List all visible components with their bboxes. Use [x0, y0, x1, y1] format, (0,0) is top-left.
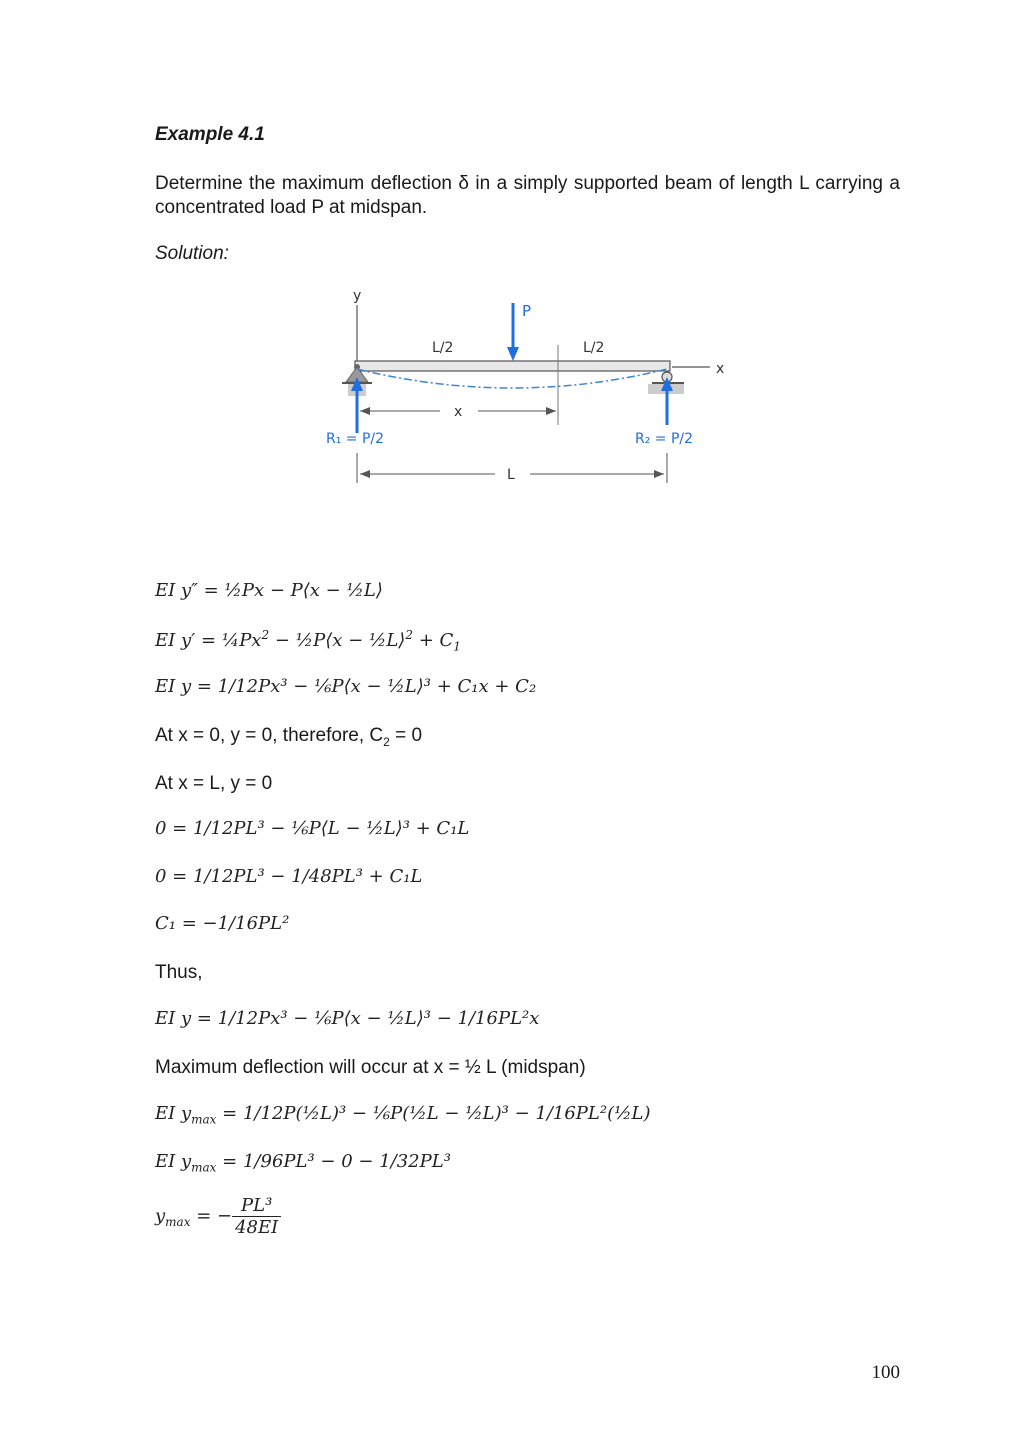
result-numerator: PL³: [232, 1195, 281, 1217]
ymax-lhs: EI y: [155, 1103, 192, 1124]
page-number: 100: [871, 1362, 900, 1383]
example-heading: Example 4.1: [155, 124, 265, 145]
equation-deflection-general: [155, 676, 536, 697]
max-subscript: max: [165, 1215, 191, 1230]
equation-slope: EI $y' = \frac{1}{4}Px^2$ − ½P⟨x − ½L⟩$^2$ + $C_1$: [155, 628, 461, 654]
x-dim-arrow-right: [546, 407, 556, 415]
equation-c1-rhs: PL²: [258, 913, 290, 934]
problem-statement: Determine the maximum deflection δ in a simply supported beam of length L carrying a concentrated load P at midspan.: [155, 173, 900, 218]
equation-slope-part1: EI y′ = ¼Px: [155, 630, 262, 651]
equation-moment: EI y″ = ½Px − P⟨x − ½L⟩: [155, 580, 383, 601]
equation-ymax-substituted: [155, 1103, 651, 1127]
half-span-left-label: L/2: [432, 340, 454, 356]
solution-label: Solution:: [155, 243, 229, 264]
equation-final-part2: PL²x: [497, 1008, 540, 1029]
ymax-symbol: y: [155, 1205, 166, 1227]
half-span-right-label: L/2: [583, 340, 605, 356]
ymax-part1: P(½L)³ − ⅙P(½L − ½L)³ −: [283, 1103, 536, 1124]
ymax-simplified-part2: PL³: [419, 1151, 451, 1172]
fraction-one-sixteenth: 1/16: [457, 1008, 498, 1029]
fraction-one-sixteenth: 1/16: [217, 913, 259, 934]
equation-slope-part3: + C: [412, 630, 454, 651]
equation-bc-substituted: [155, 818, 469, 839]
zero-equals: 0 =: [155, 818, 193, 839]
ymax-part2: PL²(½L): [575, 1103, 651, 1124]
load-arrow-head: [507, 347, 519, 361]
equation-bc-rhs: PL³ − ⅙P⟨L − ½L⟩³ + C₁L: [233, 818, 470, 839]
fraction-one-twelfth: 1/12: [242, 1103, 284, 1124]
beam: [355, 361, 670, 371]
max-subscript: max: [191, 1160, 217, 1175]
boundary-condition-2: At x = L, y = 0: [155, 773, 273, 794]
equals-minus: = −: [190, 1205, 233, 1227]
result-fraction: [232, 1195, 281, 1238]
fraction-one-twelfth: 1/12: [192, 866, 234, 887]
equation-slope-part2: − ½P⟨x − ½L⟩: [269, 630, 406, 651]
l-dim-arrow-left: [360, 470, 370, 478]
equation-c1-lhs: C₁ = −: [155, 913, 218, 934]
ymax-lhs: EI y: [155, 1151, 192, 1172]
l-dim-arrow-right: [654, 470, 664, 478]
load-label: P: [522, 302, 532, 320]
bc1-text: At x = 0, y = 0, therefore, C: [155, 725, 384, 746]
thus-text: Thus,: [155, 962, 203, 983]
bc1-suffix: = 0: [389, 725, 423, 746]
x-dimension-label: x: [454, 404, 463, 420]
equation-final-part1: Px³ − ⅙P⟨x − ½L⟩³ −: [258, 1008, 458, 1029]
fraction-one-forty-eighth: 1/48: [291, 866, 332, 887]
y-axis-label: y: [353, 288, 362, 304]
max-subscript: max: [191, 1112, 217, 1127]
x-axis-label: x: [716, 361, 725, 377]
boundary-condition-1: [155, 725, 422, 749]
equation-c1: [155, 913, 289, 934]
zero-equals: 0 =: [155, 866, 193, 887]
beam-figure: [300, 285, 740, 495]
deflection-curve: [357, 369, 667, 388]
fraction-one-sixteenth: 1/16: [535, 1103, 576, 1124]
equation-bc-simplified-part2: PL³ + C₁L: [331, 866, 423, 887]
right-reaction-label: R₂ = P/2: [635, 431, 694, 447]
fraction-one-twelfth: 1/12: [217, 676, 259, 697]
fraction-one-twelfth: 1/12: [192, 818, 234, 839]
length-label: L: [507, 467, 515, 483]
ymax-simplified-part1: PL³ − 0 −: [283, 1151, 380, 1172]
fraction-one-ninety-sixth: 1/96: [242, 1151, 284, 1172]
equals-sign: =: [216, 1151, 243, 1172]
x-dim-arrow-left: [360, 407, 370, 415]
equation-ymax-result: [155, 1195, 281, 1238]
equation-ymax-simplified: [155, 1151, 451, 1175]
fraction-one-twelfth: 1/12: [217, 1008, 259, 1029]
equation-deflection-final: [155, 1008, 539, 1029]
fraction-one-thirty-second: 1/32: [379, 1151, 420, 1172]
equation-bc-simplified-part1: PL³ −: [233, 866, 292, 887]
bc1-subscript: 2: [383, 734, 390, 749]
equation-deflection-rhs: Px³ − ⅙P⟨x − ½L⟩³ + C₁x + C₂: [258, 676, 537, 697]
equation-deflection-lhs: EI y =: [155, 676, 218, 697]
equation-bc-simplified: [155, 866, 422, 887]
equals-sign: =: [216, 1103, 243, 1124]
max-deflection-text: Maximum deflection will occur at x = ½ L (midspan): [155, 1057, 586, 1078]
result-denominator: 48EI: [235, 1217, 279, 1238]
equation-final-lhs: EI y =: [155, 1008, 218, 1029]
left-reaction-label: R₁ = P/2: [326, 431, 385, 447]
